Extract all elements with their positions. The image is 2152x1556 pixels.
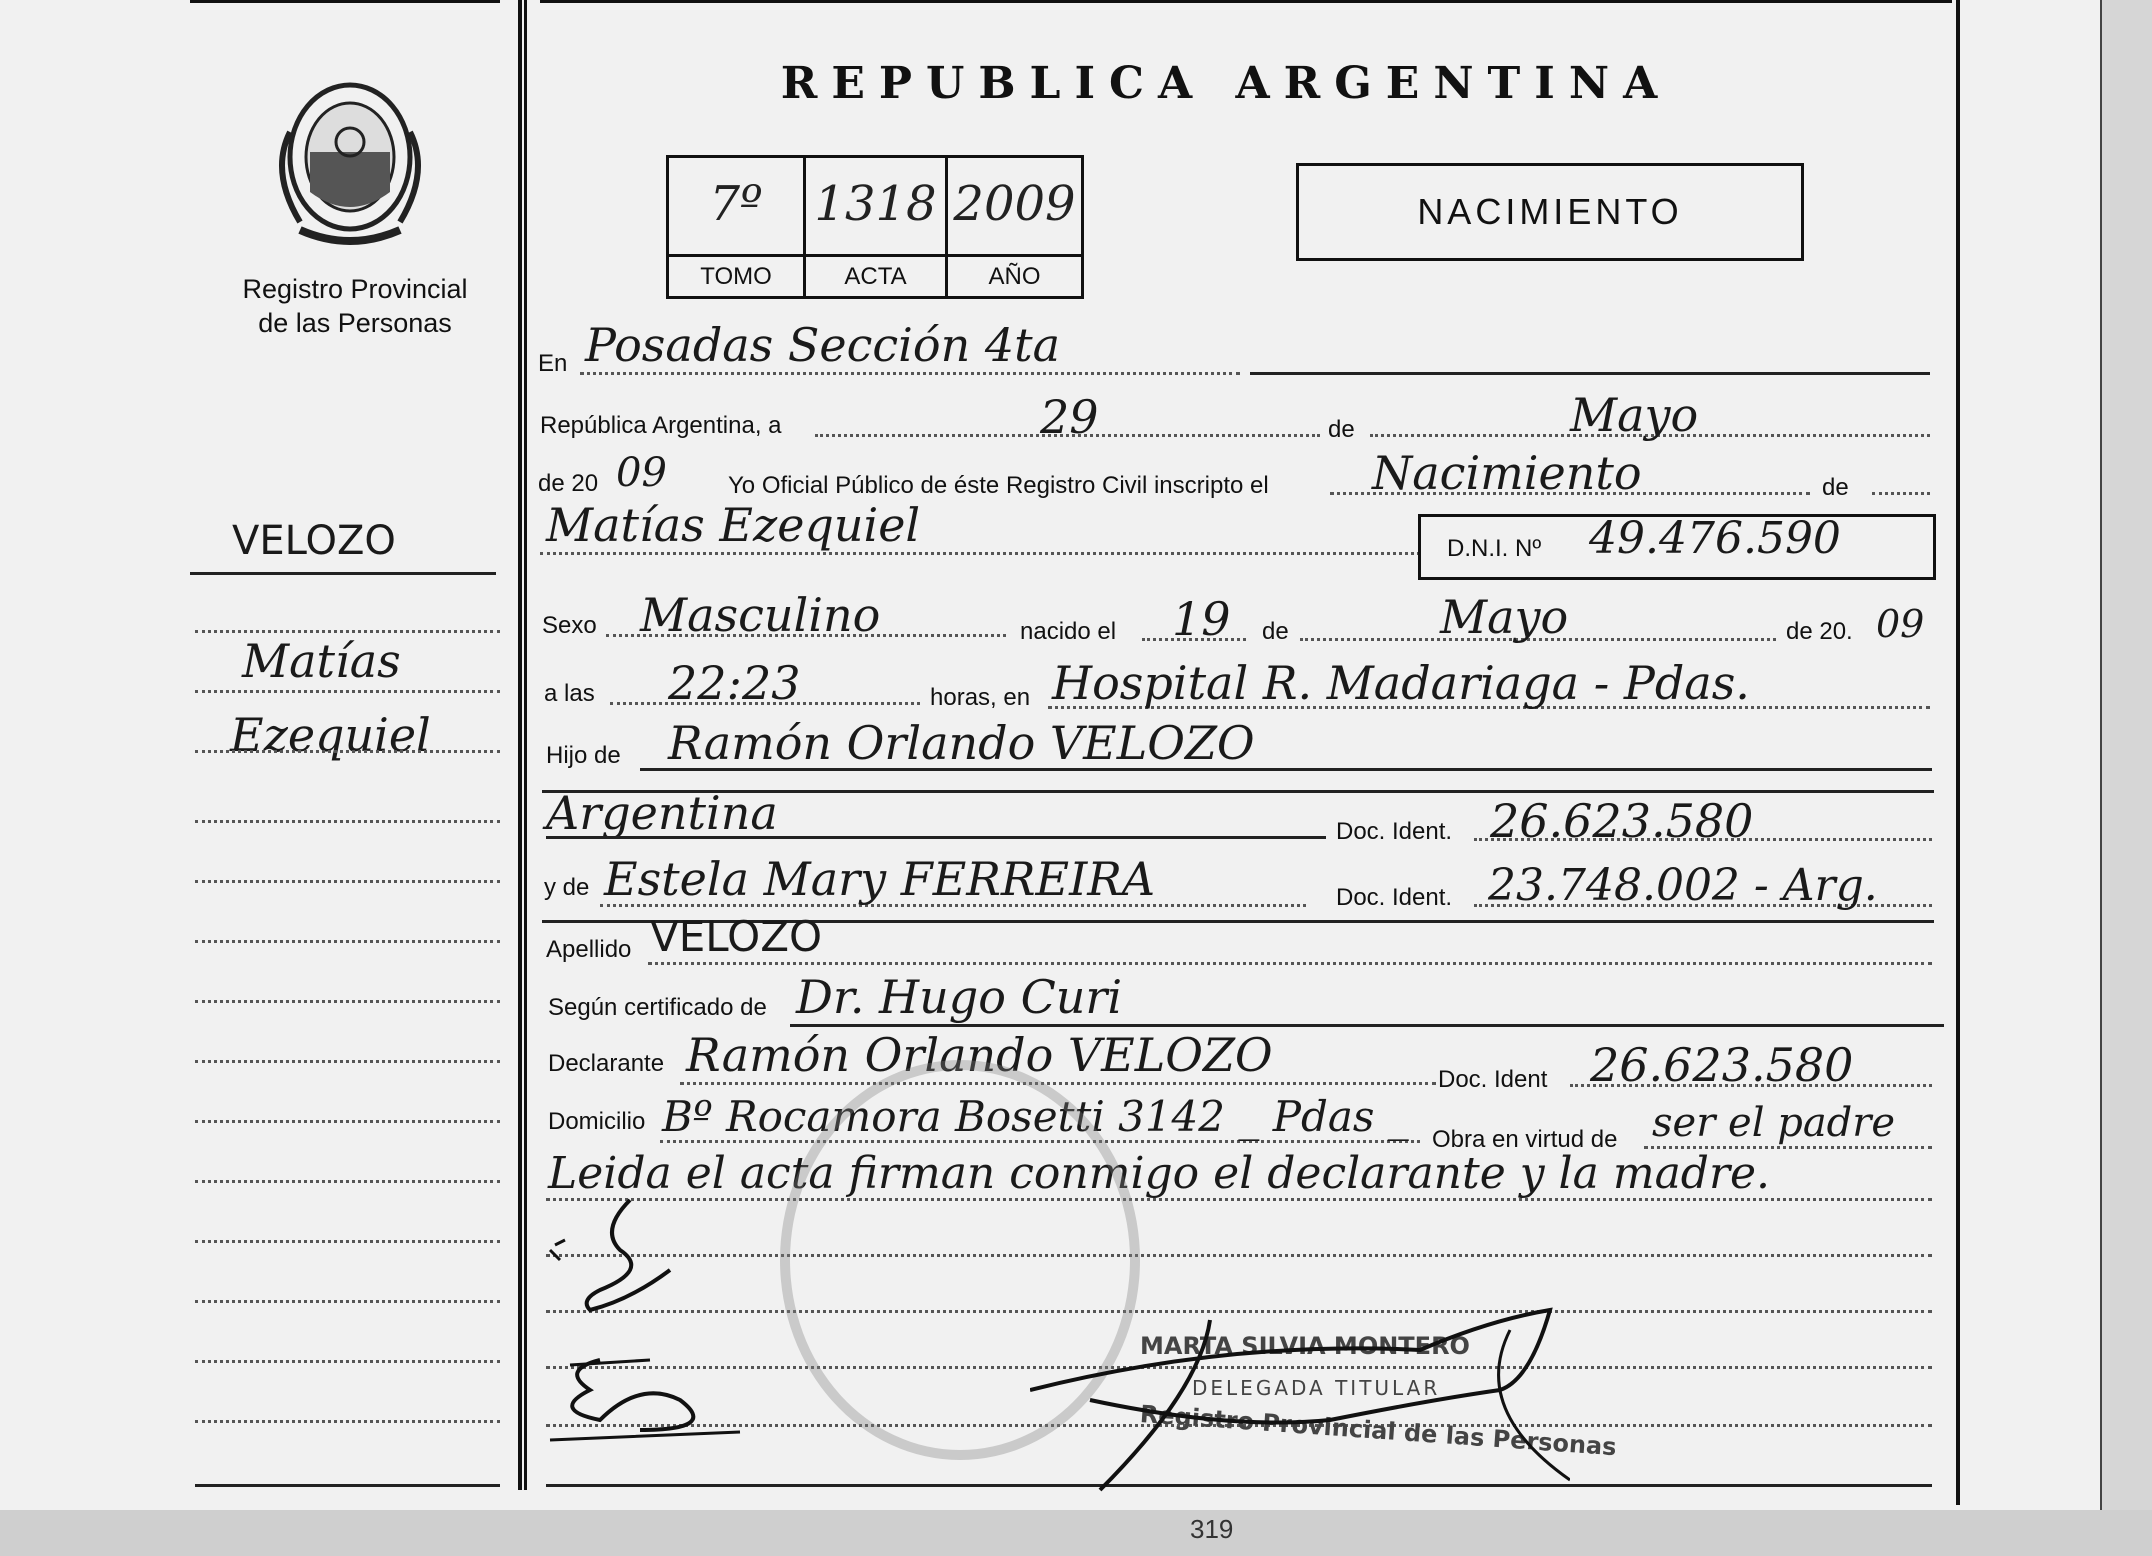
place-value: Posadas Sección 4ta — [585, 318, 1061, 372]
child-name-line — [540, 552, 1420, 555]
docident3-label: Doc. Ident — [1438, 1066, 1548, 1093]
margin-line — [195, 750, 500, 753]
top-rule-left — [190, 0, 500, 3]
sexo-label: Sexo — [542, 612, 597, 639]
obra-label: Obra en virtud de — [1432, 1126, 1618, 1153]
registry-name — [200, 272, 510, 340]
margin-line — [195, 820, 500, 823]
father-doc-value: 26.623.580 — [1490, 794, 1754, 848]
acta-value: 1318 — [814, 176, 937, 232]
de2-line — [1872, 492, 1930, 495]
doctor-value: Dr. Hugo Curi — [796, 970, 1123, 1024]
tomo-value: 7º — [709, 176, 763, 232]
margin-line — [195, 1300, 500, 1303]
stamp-official-name: MARTA SILVIA MONTERO — [1140, 1332, 1470, 1360]
document-title: REPUBLICA ARGENTINA — [780, 58, 1672, 109]
margin-line — [195, 1360, 500, 1363]
margin-line — [195, 940, 500, 943]
month-value: Mayo — [1570, 388, 1699, 442]
margin-line — [195, 1000, 500, 1003]
closing-text: Leida el acta firman conmigo el declarante y la madre. — [548, 1148, 1771, 1199]
apellido-value: VELOZO — [650, 912, 823, 961]
father-value: Ramón Orlando VELOZO — [668, 716, 1255, 770]
declarante-value: Ramón Orlando VELOZO — [686, 1028, 1273, 1082]
margin-rule — [190, 572, 496, 575]
birth-year-value: 09 — [1876, 602, 1925, 646]
horas-label: horas, en — [930, 684, 1031, 711]
mother-signature-icon — [540, 1340, 760, 1450]
year-prefix-label: de 20 — [538, 470, 599, 497]
registry-name-line2: de las Personas — [258, 308, 452, 338]
blank-line — [546, 1254, 1932, 1257]
de-label: de — [1328, 416, 1355, 443]
doctor-rule — [790, 1024, 1944, 1027]
republica-label: República Argentina, a — [540, 412, 782, 439]
nacido-label: nacido el — [1020, 618, 1117, 645]
birth-day-value: 19 — [1172, 592, 1231, 646]
margin-line — [195, 1180, 500, 1183]
apellido-line — [648, 962, 1932, 965]
margin-line — [195, 1060, 500, 1063]
declarante-label: Declarante — [548, 1050, 665, 1077]
domicilio-value: Bº Rocamora Bosetti 3142 _ Pdas _ — [662, 1092, 1409, 1141]
hijo-label: Hijo de — [546, 742, 621, 769]
stamp-official-role: DELEGADA TITULAR — [1192, 1376, 1441, 1400]
tomo-label: TOMO — [669, 254, 803, 292]
page-number: 319 — [1190, 1514, 1234, 1544]
top-rule-right — [540, 0, 1952, 3]
nationality-rule — [546, 836, 1326, 839]
closing-line — [546, 1198, 1932, 1201]
child-name: Matías Ezequiel — [546, 498, 921, 552]
margin-line — [195, 630, 500, 633]
dni-value: 49.476.590 — [1589, 513, 1841, 564]
mother-doc-value: 23.748.002 - Arg. — [1488, 860, 1878, 911]
year-suffix-value: 09 — [616, 450, 667, 496]
margin-line — [195, 1240, 500, 1243]
day-value: 29 — [1040, 390, 1099, 444]
left-border-rule — [524, 0, 527, 1490]
official-signature-icon — [1030, 1300, 1570, 1500]
mother-value: Estela Mary FERREIRA — [604, 852, 1156, 906]
officer-label: Yo Oficial Público de éste Registro Civil inscripto el — [728, 472, 1269, 499]
margin-line — [195, 690, 500, 693]
yde-label: y de — [544, 874, 590, 901]
stamp-office: Registro Provincial de las Personas — [1139, 1400, 1618, 1462]
margin-line — [195, 1420, 500, 1423]
docident2-label: Doc. Ident. — [1336, 884, 1453, 911]
inscribed-value: Nacimiento — [1372, 446, 1642, 500]
obra-value: ser el padre — [1652, 1100, 1896, 1146]
en-label: En — [538, 350, 568, 377]
de20-label: de 20. — [1786, 618, 1853, 645]
anio-value: 2009 — [953, 176, 1076, 232]
facing-page-edge — [2100, 0, 2152, 1510]
apellido-label: Apellido — [546, 936, 632, 963]
sexo-value: Masculino — [640, 588, 881, 642]
de2-label: de — [1822, 474, 1849, 501]
de3-label: de — [1262, 618, 1289, 645]
place-line — [580, 372, 1240, 375]
declarant-signature-icon — [540, 1190, 720, 1320]
declarante-line — [680, 1082, 1436, 1085]
birth-month-value: Mayo — [1440, 590, 1569, 644]
docident-label: Doc. Ident. — [1336, 818, 1453, 845]
margin-given1: Matías — [242, 634, 401, 688]
dni-box — [1418, 514, 1936, 580]
book-binding — [0, 1510, 2152, 1556]
certificado-label: Según certificado de — [548, 994, 767, 1021]
dni-label: D.N.I. Nº — [1447, 535, 1542, 562]
anio-label: AÑO — [948, 254, 1081, 292]
alas-label: a las — [544, 680, 595, 707]
right-border — [1956, 0, 1960, 1505]
margin-surname: VELOZO — [232, 518, 396, 564]
registration-table — [666, 155, 1084, 299]
acta-label: ACTA — [806, 254, 945, 292]
place-rule — [1250, 372, 1930, 375]
document-type-box: NACIMIENTO — [1296, 163, 1804, 261]
birth-place-value: Hospital R. Madariaga - Pdas. — [1052, 656, 1750, 710]
margin-bottom-rule — [195, 1484, 500, 1487]
tomo-cell — [669, 158, 806, 296]
margin-line — [195, 880, 500, 883]
registry-name-line1: Registro Provincial — [242, 274, 468, 304]
declarante-doc-value: 26.623.580 — [1590, 1038, 1854, 1092]
time-value: 22:23 — [668, 656, 801, 710]
anio-cell — [948, 158, 1081, 296]
domicilio-label: Domicilio — [548, 1108, 646, 1135]
margin-divider — [518, 0, 522, 1490]
acta-cell — [806, 158, 948, 296]
father-nationality: Argentina — [546, 786, 778, 840]
margin-line — [195, 1120, 500, 1123]
margin-given2: Ezequiel — [230, 708, 431, 762]
